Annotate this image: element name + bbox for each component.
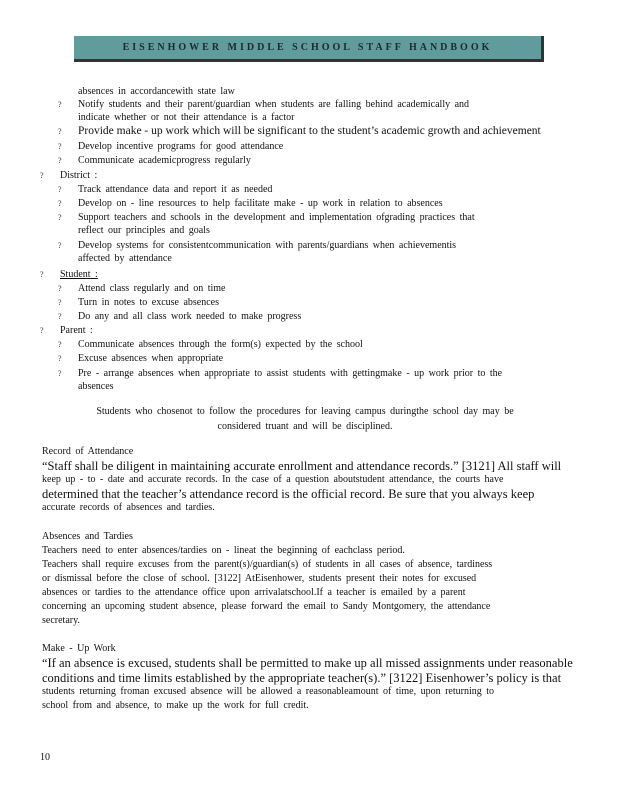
district-item-line: Support teachers and schools in the development and implementation ofgrading practices that	[78, 212, 475, 223]
district-item-line: affected by attendance	[78, 253, 172, 264]
header-title: EISENHOWER MIDDLE SCHOOL STAFF HANDBOOK	[122, 42, 493, 53]
makeup-line: school from and absence, to make up the work for full credit.	[42, 700, 309, 711]
bullet-icon: ?	[58, 340, 62, 349]
bullet-icon: ?	[58, 142, 62, 151]
parent-item-line: Pre - arrange absences when appropriate to assist students with gettingmake - up work prior to the	[78, 368, 503, 379]
absences-line: absences or tardies to the attendance office upon arrivalatschool.If a teacher is emailed by a parent	[42, 587, 466, 598]
bullet-icon: ?	[40, 326, 44, 335]
parent-heading: Parent :	[60, 325, 93, 336]
absences-line: Teachers shall require excuses from the parent(s)/guardian(s) of students in all cases of absence, tardiness	[42, 559, 493, 570]
makeup-line: conditions and time limits established by the appropriate teacher(s).” [3122] Eisenhower’s policy is that	[42, 671, 562, 685]
bullet-icon: ?	[58, 156, 62, 165]
bullet-icon: ?	[58, 199, 62, 208]
school-item-line: indicate whether or not their attendance is a factor	[78, 112, 295, 123]
absences-line: or dismissal before the close of school. [3122] AtEisenhower, students present their notes for excused	[42, 573, 477, 584]
district-item-line: Develop on - line resources to help facilitate make - up work in relation to absences	[78, 198, 443, 209]
section-heading-record: Record of Attendance	[42, 446, 134, 457]
school-item-line: Provide make - up work which will be significant to the student’s academic growth and achievement	[78, 125, 541, 137]
bullet-icon: ?	[40, 171, 44, 180]
school-item-line: absences in accordancewith state law	[78, 86, 235, 97]
bullet-icon: ?	[58, 241, 62, 250]
bullet-icon: ?	[58, 369, 62, 378]
absences-line: Teachers need to enter absences/tardies on - lineat the beginning of eachclass period.	[42, 545, 405, 556]
record-line: determined that the teacher’s attendance record is the official record. Be sure that you always keep	[42, 487, 535, 501]
absences-line: concerning an upcoming student absence, please forward the email to Sandy Montgomery, the attendance	[42, 601, 491, 612]
district-item-line: Develop systems for consistentcommunication with parents/guardians when achievementis	[78, 240, 457, 251]
student-item-line: Turn in notes to excuse absences	[78, 297, 219, 308]
bullet-icon: ?	[58, 298, 62, 307]
district-item-line: Track attendance data and report it as needed	[78, 184, 273, 195]
absences-line: secretary.	[42, 615, 80, 626]
truancy-notice-line: considered truant and will be disciplined.	[217, 421, 393, 432]
bullet-icon: ?	[58, 213, 62, 222]
bullet-icon: ?	[58, 284, 62, 293]
student-item-line: Attend class regularly and on time	[78, 283, 226, 294]
school-item-line: Notify students and their parent/guardian when students are falling behind academically and	[78, 99, 470, 110]
school-item-line: Communicate academicprogress regularly	[78, 155, 251, 166]
bullet-icon: ?	[40, 270, 44, 279]
handbook-header	[74, 36, 544, 62]
bullet-icon: ?	[58, 354, 62, 363]
school-item-line: Develop incentive programs for good attendance	[78, 141, 284, 152]
student-item-line: Do any and all class work needed to make progress	[78, 311, 302, 322]
makeup-line: “If an absence is excused, students shall be permitted to make up all missed assignments under reasonable	[42, 656, 573, 670]
record-line: “Staff shall be diligent in maintaining accurate enrollment and attendance records.” [3121] All staff will	[42, 459, 562, 473]
record-line: accurate records of absences and tardies.	[42, 502, 215, 513]
bullet-icon: ?	[58, 127, 62, 136]
makeup-line: students returning froman excused absence will be allowed a reasonableamount of time, upon returning to	[42, 686, 495, 697]
district-heading: District :	[60, 170, 98, 181]
student-heading: Student :	[60, 269, 98, 280]
parent-item-line: Excuse absences when appropriate	[78, 353, 224, 364]
bullet-icon: ?	[58, 185, 62, 194]
district-item-line: reflect our principles and goals	[78, 225, 210, 236]
section-heading-absences: Absences and Tardies	[42, 531, 133, 542]
truancy-notice-line: Students who chosenot to follow the procedures for leaving campus duringthe school day may be	[96, 406, 514, 417]
bullet-icon: ?	[58, 100, 62, 109]
bullet-icon: ?	[58, 312, 62, 321]
parent-item-line: absences	[78, 381, 114, 392]
record-line: keep up - to - date and accurate records. In the case of a question aboutstudent attendance, the courts have	[42, 474, 504, 485]
section-heading-makeup: Make - Up Work	[42, 643, 116, 654]
parent-item-line: Communicate absences through the form(s) expected by the school	[78, 339, 363, 350]
page-number: 10	[40, 752, 50, 763]
